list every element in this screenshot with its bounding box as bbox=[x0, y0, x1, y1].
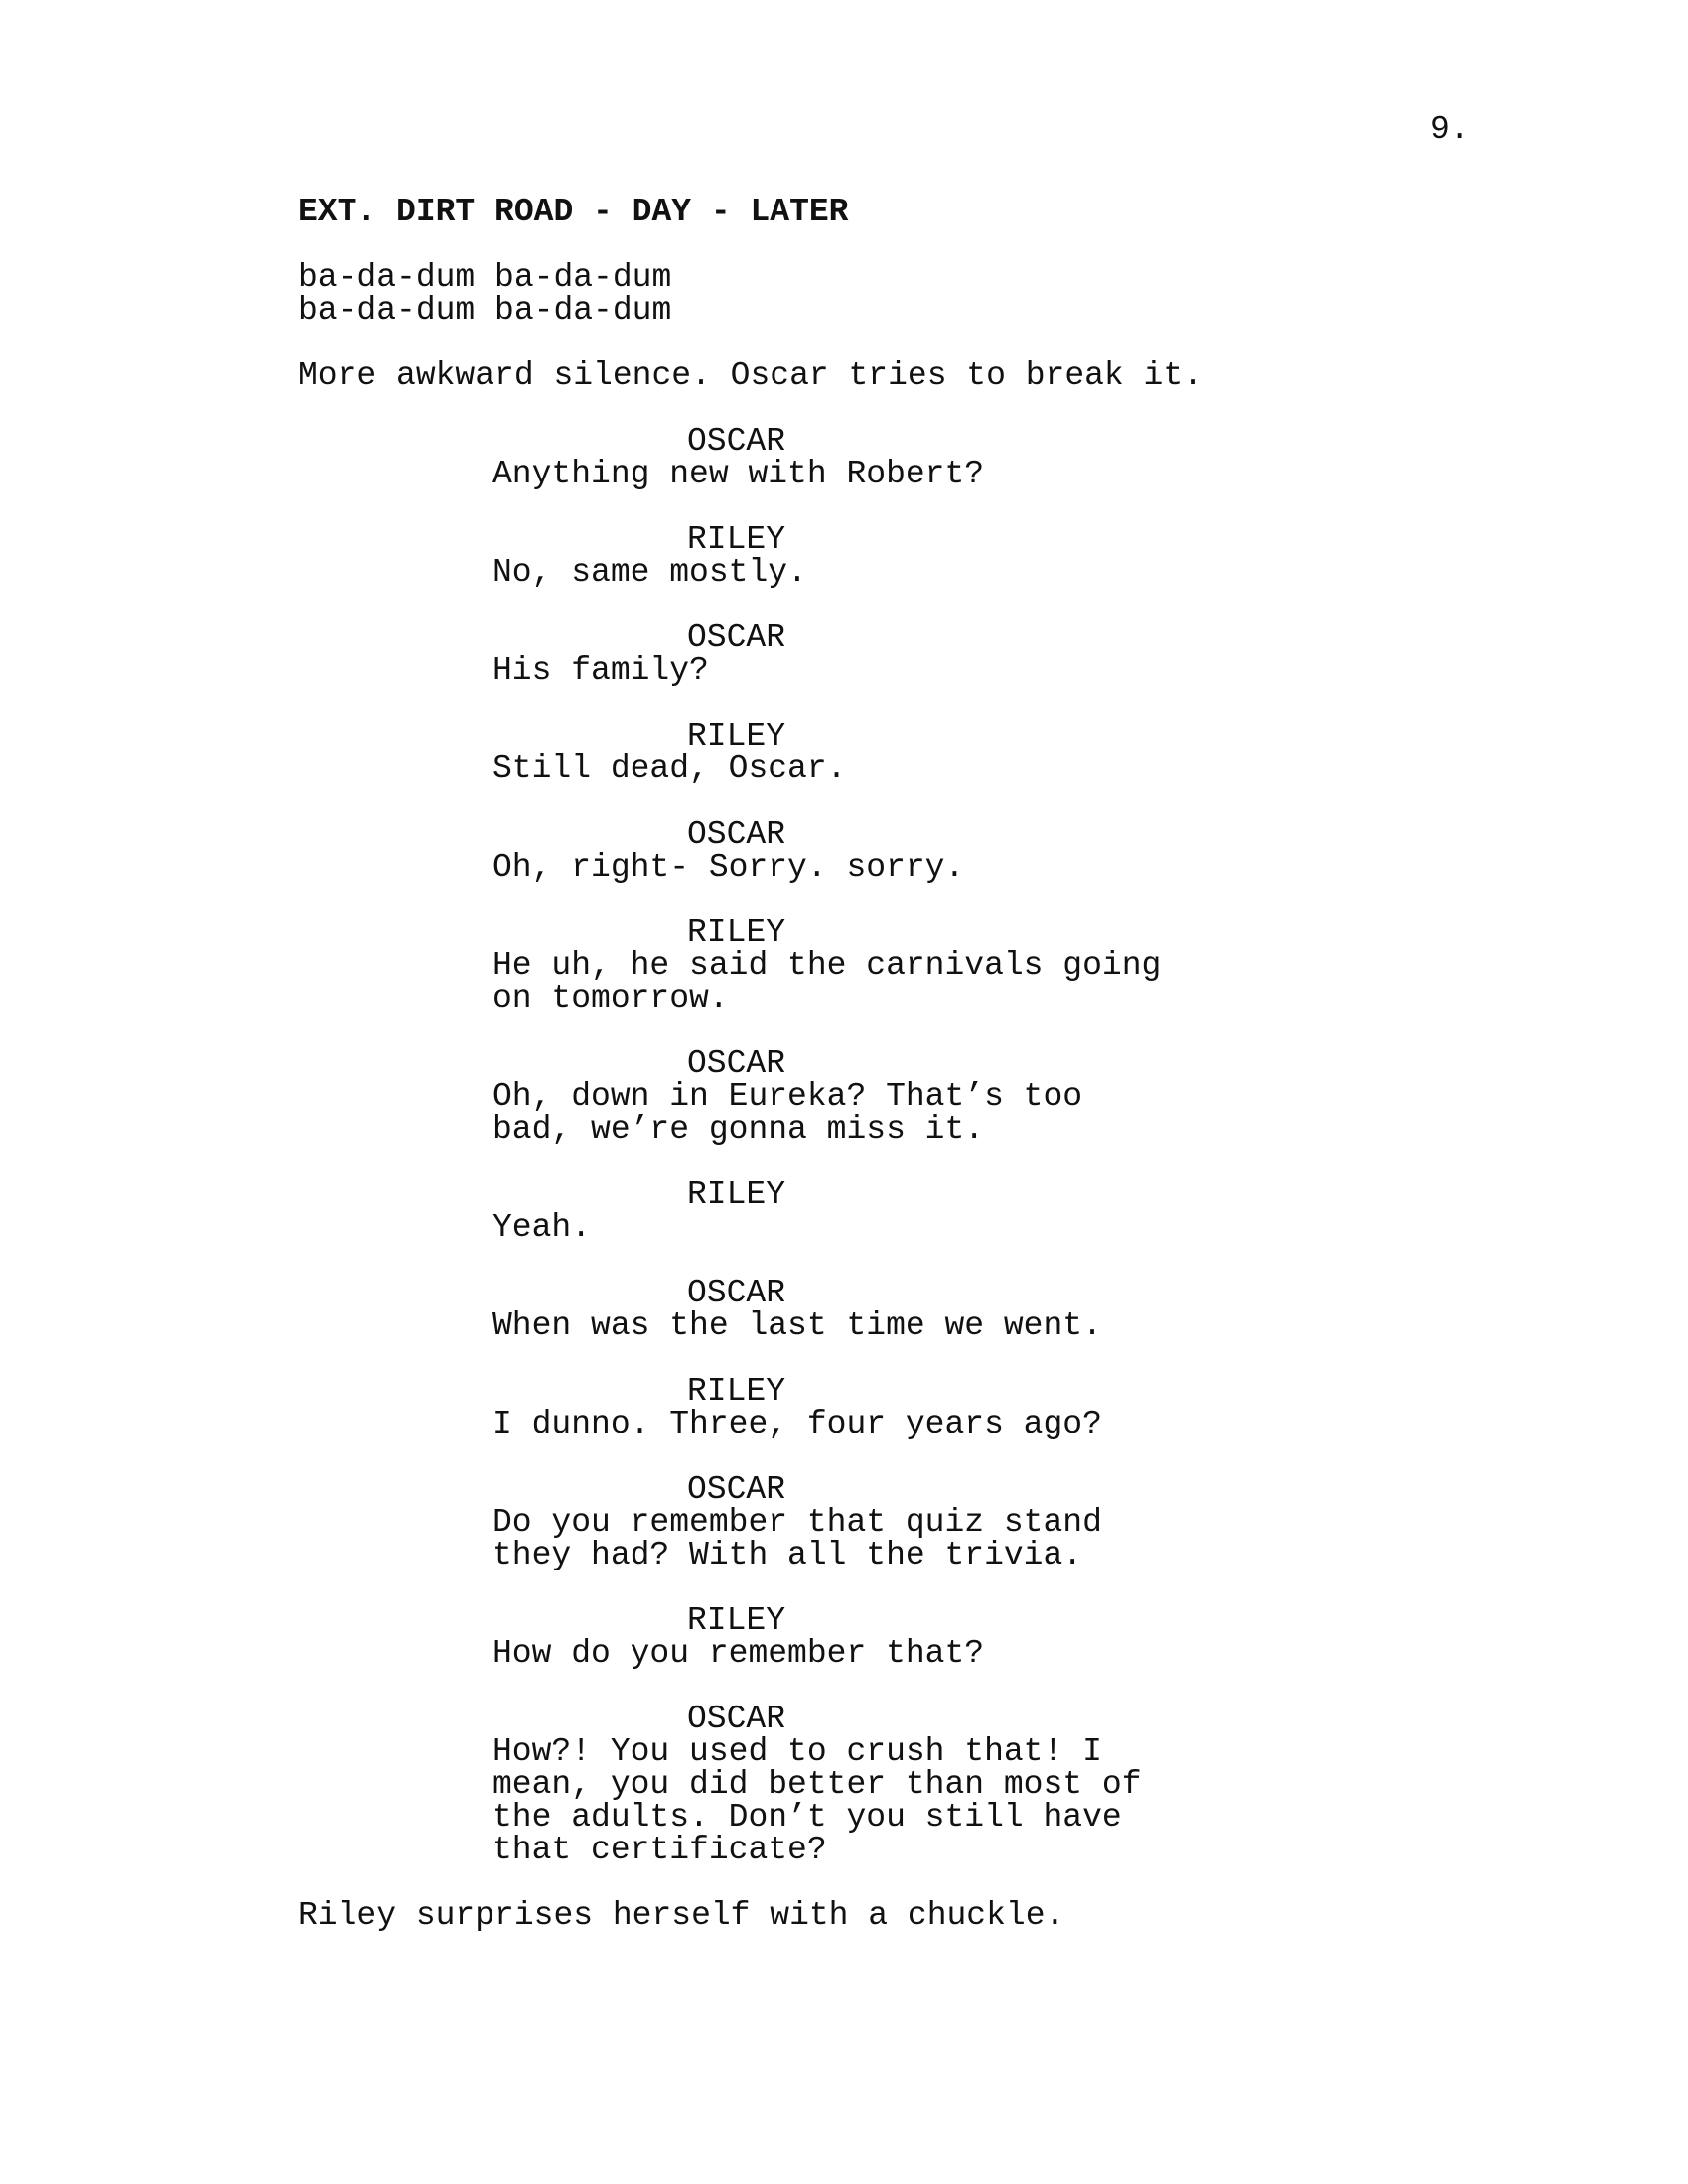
character-line: RILEY bbox=[687, 1176, 786, 1213]
dialogue-line: they had? With all the trivia. bbox=[492, 1537, 1083, 1573]
character-line: RILEY bbox=[687, 914, 786, 951]
character-line: OSCAR bbox=[687, 619, 786, 656]
dialogue-line: I dunno. Three, four years ago? bbox=[492, 1406, 1102, 1442]
character-line: OSCAR bbox=[687, 1701, 786, 1737]
dialogue-line: No, same mostly. bbox=[492, 554, 807, 591]
scene-heading: EXT. DIRT ROAD - DAY - LATER bbox=[298, 194, 849, 230]
dialogue-line: the adults. Don’t you still have bbox=[492, 1799, 1122, 1836]
action-line: ba-da-dum ba-da-dum bbox=[298, 259, 672, 296]
character-line: OSCAR bbox=[687, 816, 786, 853]
action-line: Riley surprises herself with a chuckle. bbox=[298, 1897, 1065, 1934]
action-line: ba-da-dum ba-da-dum bbox=[298, 292, 672, 329]
dialogue-line: How do you remember that? bbox=[492, 1635, 985, 1672]
character-line: OSCAR bbox=[687, 423, 786, 460]
dialogue-line: Yeah. bbox=[492, 1209, 592, 1246]
dialogue-line: He uh, he said the carnivals going bbox=[492, 947, 1162, 984]
dialogue-line: bad, we’re gonna miss it. bbox=[492, 1111, 985, 1148]
character-line: OSCAR bbox=[687, 1045, 786, 1082]
action-line: More awkward silence. Oscar tries to break it. bbox=[298, 357, 1202, 394]
character-line: RILEY bbox=[687, 1373, 786, 1410]
character-line: RILEY bbox=[687, 521, 786, 558]
dialogue-line: How?! You used to crush that! I bbox=[492, 1733, 1102, 1770]
dialogue-line: When was the last time we went. bbox=[492, 1307, 1102, 1344]
dialogue-line: Anything new with Robert? bbox=[492, 456, 985, 492]
page-number: 9. bbox=[1430, 111, 1470, 148]
character-line: RILEY bbox=[687, 718, 786, 754]
dialogue-line: mean, you did better than most of bbox=[492, 1766, 1142, 1803]
dialogue-line: that certificate? bbox=[492, 1832, 827, 1868]
dialogue-line: His family? bbox=[492, 652, 709, 689]
dialogue-line: Oh, right- Sorry. sorry. bbox=[492, 849, 965, 886]
dialogue-line: Do you remember that quiz stand bbox=[492, 1504, 1102, 1541]
dialogue-line: on tomorrow. bbox=[492, 980, 729, 1017]
dialogue-line: Oh, down in Eureka? That’s too bbox=[492, 1078, 1083, 1115]
character-line: OSCAR bbox=[687, 1275, 786, 1311]
dialogue-line: Still dead, Oscar. bbox=[492, 751, 847, 787]
character-line: OSCAR bbox=[687, 1471, 786, 1508]
character-line: RILEY bbox=[687, 1602, 786, 1639]
